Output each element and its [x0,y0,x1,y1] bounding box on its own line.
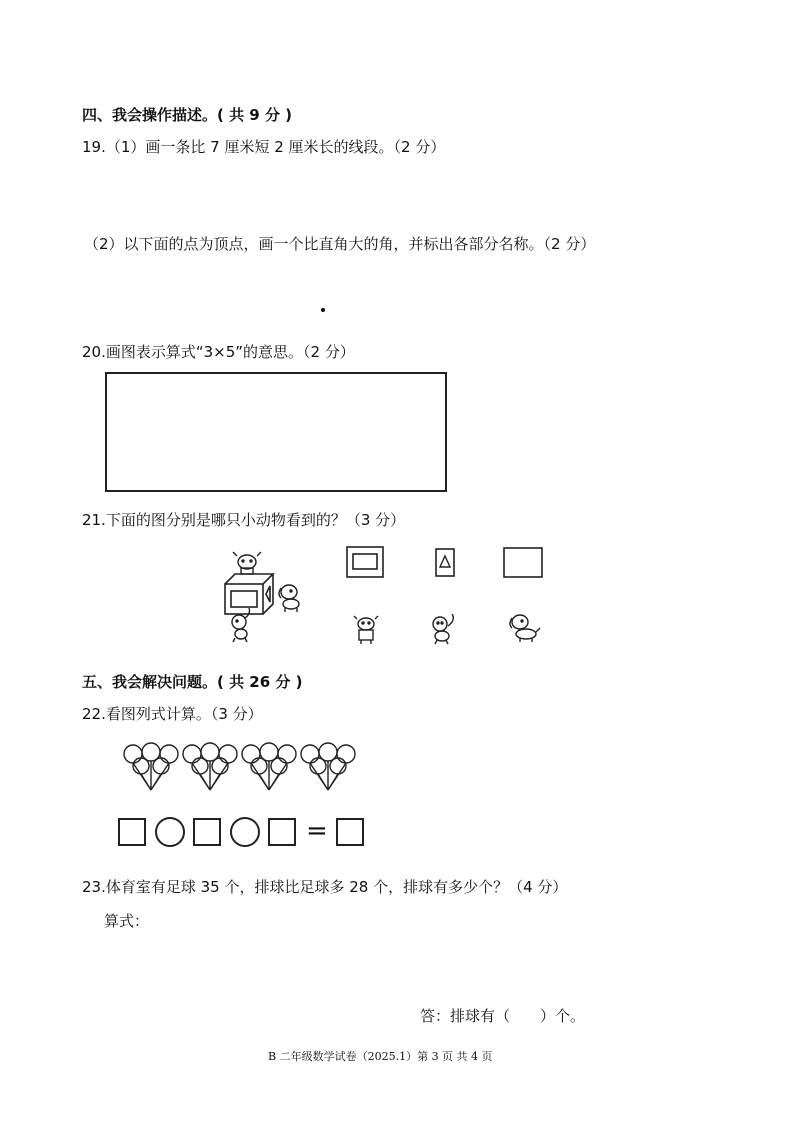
q21-scene [215,548,315,648]
balloon-group-1 [122,742,180,794]
question-22: 22.看图列式计算。（3 分） [82,705,263,723]
monkey-icon [232,608,250,642]
question-19-part-2: （2）以下面的点为顶点，画一个比直角大的角，并标出各部分名称。（2 分） [84,235,596,253]
dog-icon [508,612,542,644]
balloon-group-4 [299,742,357,794]
blank-result[interactable] [336,818,364,846]
blank-box-3[interactable] [268,818,296,846]
blank-operator-1[interactable] [155,817,185,847]
answer-line[interactable]: 答：排球有（ ）个。 [420,1007,586,1025]
question-20: 20.画图表示算式“3×5”的意思。（2 分） [82,343,355,361]
question-21: 21.下面的图分别是哪只小动物看到的？（3 分） [82,511,406,529]
blank-box-1[interactable] [118,818,146,846]
equals-sign: = [306,816,328,846]
blank-operator-2[interactable] [230,817,260,847]
question-19-part-1: 19.（1）画一条比 7 厘米短 2 厘米长的线段。（2 分） [82,138,446,156]
cow-icon [233,552,261,574]
formula-label: 算式： [104,912,150,930]
cow-icon [352,614,380,646]
view-triangle-side [435,548,457,578]
monkey-icon [428,612,460,646]
view-plain-rectangle [503,547,545,579]
section-4-title: 四、我会操作描述。( 共 9 分 ) [82,106,293,124]
section-5-title: 五、我会解决问题。( 共 26 分 ) [82,673,303,691]
vertex-point [321,308,325,312]
view-rectangle-with-inner [346,546,386,580]
balloon-group-3 [240,742,298,794]
dog-icon [279,585,299,612]
balloon-group-2 [181,742,239,794]
drawing-answer-box[interactable] [105,372,447,492]
question-23: 23.体育室有足球 35 个，排球比足球多 28 个，排球有多少个？（4 分） [82,878,568,896]
page-footer: B 二年级数学试卷（2025.1）第 3 页 共 4 页 [268,1050,493,1063]
blank-box-2[interactable] [193,818,221,846]
